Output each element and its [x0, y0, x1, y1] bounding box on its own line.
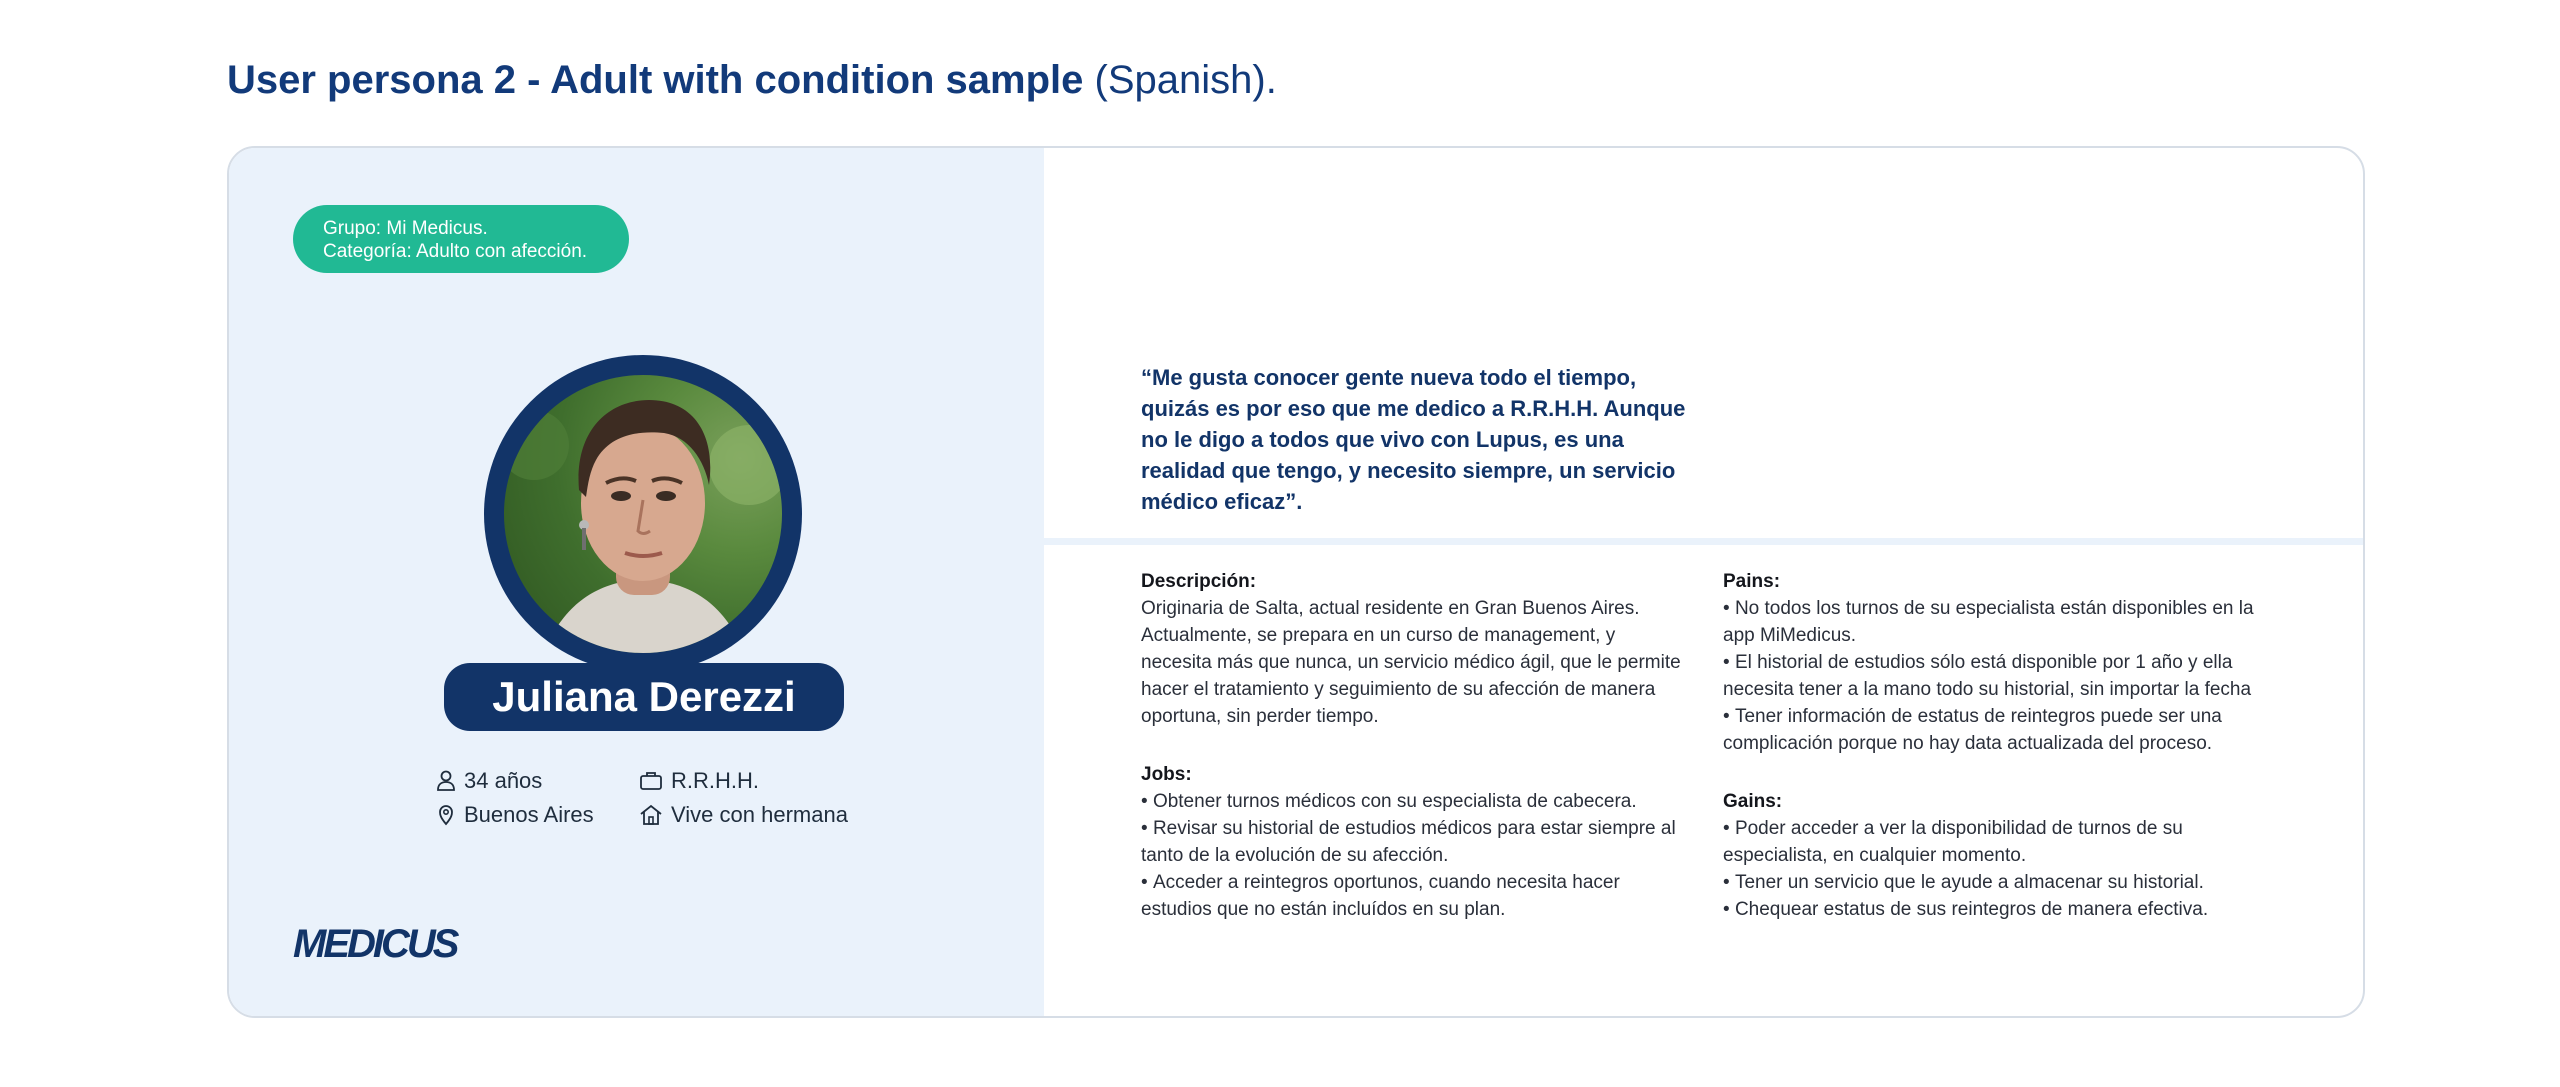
- description-heading: Descripción:: [1141, 571, 1257, 592]
- profile-panel: [229, 148, 1044, 1016]
- role-value: R.R.H.H.: [671, 768, 759, 793]
- list-item: • Tener información de estatus de reintegros puede ser una complicación porque no hay data actualizada del proceso.: [1723, 703, 2283, 757]
- pains-section: [1723, 568, 2283, 757]
- age-value: 34 años: [464, 768, 543, 793]
- list-item: • Acceder a reintegros oportunos, cuando necesita hacer estudios que no están incluídos en su plan.: [1141, 869, 1681, 923]
- jobs-list: [1141, 788, 1681, 923]
- page-title-suffix: (Spanish).: [1094, 58, 1277, 102]
- location-fact: [436, 798, 594, 832]
- gains-heading: Gains:: [1723, 791, 1783, 812]
- section-divider: [1044, 538, 2365, 545]
- list-item: • Tener un servicio que le ayude a almacenar su historial.: [1723, 869, 2283, 896]
- map-pin-icon: [436, 804, 456, 826]
- jobs-section: [1141, 761, 1681, 923]
- briefcase-icon: [639, 770, 663, 792]
- description-section: [1141, 568, 1681, 730]
- pains-list: [1723, 595, 2283, 757]
- location-value: Buenos Aires: [464, 802, 594, 827]
- home-icon: [639, 804, 663, 826]
- medicus-logo: MEDICUS: [293, 922, 457, 966]
- avatar-illustration: [504, 375, 782, 653]
- avatar: [504, 375, 782, 653]
- age-fact: [436, 764, 594, 798]
- persona-quote: “Me gusta conocer gente nueva todo el tiempo, quizás es por eso que me dedico a R.R.H.H. Aunque no le digo a todos que vivo con Lupus, es una realidad que tengo, y necesito siempre, un servicio médico eficaz”.: [1141, 365, 1686, 514]
- living-value: Vive con hermana: [671, 802, 848, 827]
- list-item: • No todos los turnos de su especialista están disponibles en la app MiMedicus.: [1723, 595, 2283, 649]
- gains-list: [1723, 815, 2283, 923]
- page-title-main: User persona 2 - Adult with condition sample: [227, 58, 1084, 102]
- list-item: • El historial de estudios sólo está disponible por 1 año y ella necesita tener a la mano todo su historial, sin importar la fecha: [1723, 649, 2283, 703]
- persona-card: [227, 146, 2365, 1018]
- list-item: • Chequear estatus de sus reintegros de manera efectiva.: [1723, 896, 2283, 923]
- list-item: • Obtener turnos médicos con su especialista de cabecera.: [1141, 788, 1681, 815]
- list-item: • Revisar su historial de estudios médicos para estar siempre al tanto de la evolución de su afección.: [1141, 815, 1681, 869]
- category-label: Categoría: Adulto con afección.: [323, 241, 588, 262]
- facts-column-2: [639, 764, 848, 832]
- description-text: Originaria de Salta, actual residente en Gran Buenos Aires. Actualmente, se prepara en un curso de management, y necesita más que nunca, un servicio médico ágil, que le permite hacer el tratamiento y seguimiento de su afección de manera oportuna, sin perder tiempo.: [1141, 598, 1681, 727]
- facts-column-1: [436, 764, 594, 832]
- list-item: • Poder acceder a ver la disponibilidad de turnos de su especialista, en cualquier momento.: [1723, 815, 2283, 869]
- jobs-heading: Jobs:: [1141, 764, 1192, 785]
- role-fact: [639, 764, 848, 798]
- living-fact: [639, 798, 848, 832]
- page-title: [227, 52, 1277, 108]
- group-badge: [293, 205, 629, 273]
- avatar-ring: [484, 355, 802, 673]
- user-icon: [436, 770, 456, 792]
- group-label: Grupo: Mi Medicus.: [323, 218, 488, 239]
- persona-name: Juliana Derezzi: [444, 663, 844, 731]
- gains-section: [1723, 788, 2283, 923]
- pains-heading: Pains:: [1723, 571, 1781, 592]
